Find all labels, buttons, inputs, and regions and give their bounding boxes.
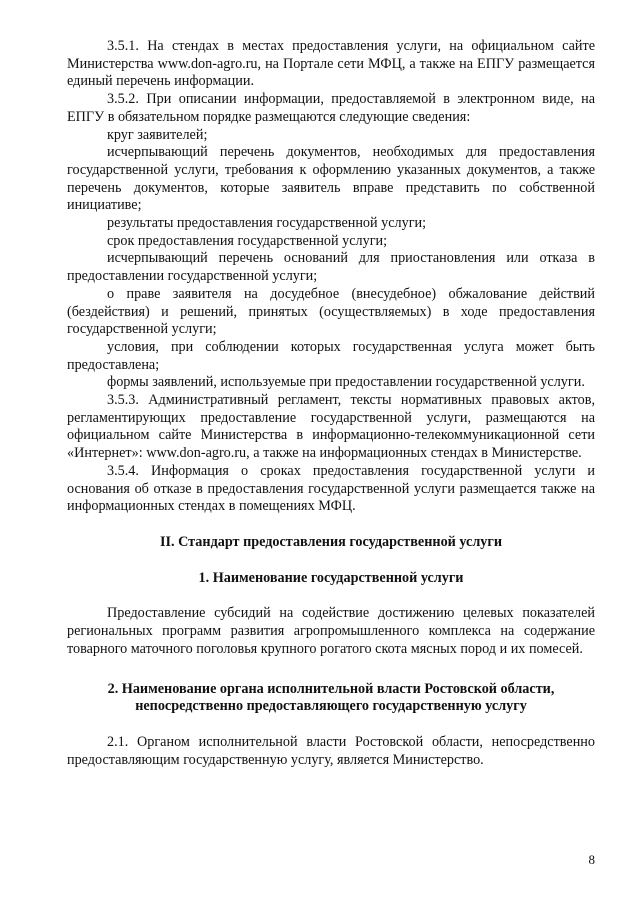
subheading-service-name: 1. Наименование государственной услуги [198, 569, 464, 586]
list-item-grounds: исчерпывающий перечень оснований для приостановления или отказа в предоставлении государственной услуги; [67, 250, 595, 285]
list-item-results: результаты предоставления государственной услуги; [107, 215, 427, 232]
list-item-term: срок предоставления государственной услуги; [107, 232, 388, 249]
paragraph-service-name: Предоставление субсидий на содействие достижению целевых показателей региональных программ развития агропромышленного комплекса на содержание товарного маточного поголовья крупного рогатого скота мясных пород и их помесей. [67, 605, 595, 657]
subheading-authority-line2: непосредственно предоставляющего государственную услугу [135, 698, 527, 715]
list-item-documents: исчерпывающий перечень документов, необходимых для предоставления государственной услуги, требования к оформлению указанных документов, а также перечень документов, которые заявитель вправе представить по собственной инициативе; [67, 144, 595, 214]
page-number: 8 [588, 852, 595, 867]
paragraph-3-5-1: 3.5.1. На стендах в местах предоставления услуги, на официальном сайте Министерства www.don-agro.ru, на Портале сети МФЦ, а также на ЕПГУ размещается единый перечень информации. [67, 38, 595, 90]
section-heading: II. Стандарт предоставления государственной услуги [159, 533, 503, 550]
paragraph-3-5-4: 3.5.4. Информация о сроках предоставления государственной услуги и основания об отказе в предоставления государственной услуги размещается также на информационных стендах в помещениях МФЦ. [67, 462, 595, 515]
list-item-conditions: условия, при соблюдении которых государственная услуга может быть предоставлена; [67, 338, 595, 373]
paragraph-3-5-3: 3.5.3. Административный регламент, тексты нормативных правовых актов, регламентирующих предоставление государственной услуги, размещаются на официальном сайте Министерства в информационно-телекоммуникационной сети «Интернет»: www.don-agro.ru, а также на информационных стендах в Министерстве. [67, 392, 595, 462]
list-item-applicants: круг заявителей; [107, 126, 208, 143]
subheading-authority-line1: 2. Наименование органа исполнительной власти Ростовской области, [107, 680, 555, 697]
paragraph-2-1: 2.1. Органом исполнительной власти Ростовской области, непосредственно предоставляющим государственную услугу, является Министерство. [67, 733, 595, 768]
paragraph-3-5-2: 3.5.2. При описании информации, предоставляемой в электронном виде, на ЕПГУ в обязательном порядке размещаются следующие сведения: [67, 91, 595, 125]
list-item-appeal: о праве заявителя на досудебное (внесудебное) обжалование действий (бездействия) и решений, принятых (осуществляемых) в ходе предоставления государственной услуги; [67, 285, 595, 338]
list-item-forms: формы заявлений, используемые при предоставлении государственной услуги. [107, 374, 585, 391]
